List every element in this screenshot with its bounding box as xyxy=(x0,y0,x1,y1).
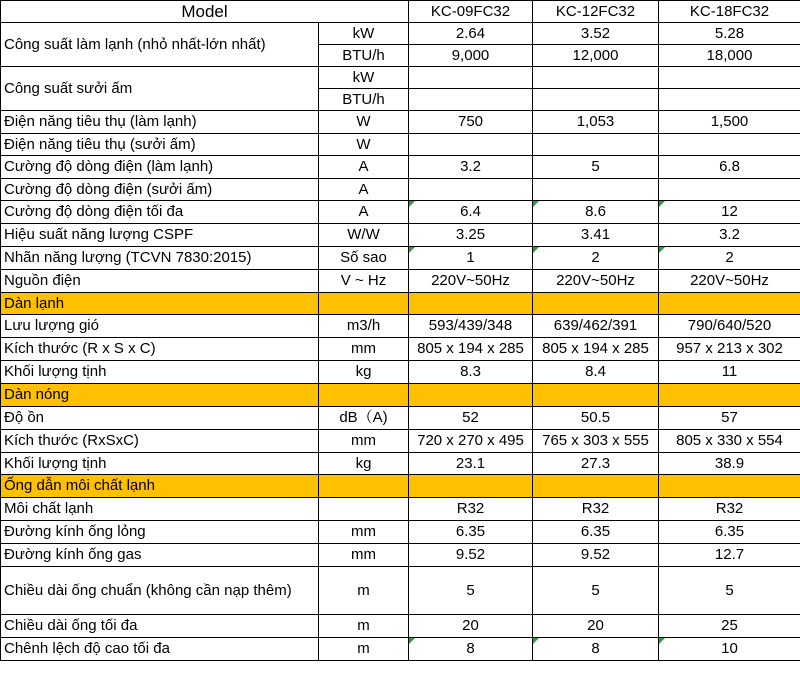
value-cell: 220V~50Hz xyxy=(659,270,800,293)
unit-cell: kg xyxy=(319,453,409,475)
value-cell: 6.35 xyxy=(409,521,533,544)
table-row xyxy=(1,638,800,661)
value-cell: 8 xyxy=(409,638,533,661)
value-cell xyxy=(533,89,659,111)
value-cell xyxy=(659,134,800,156)
value-cell: 220V~50Hz xyxy=(409,270,533,293)
table-row xyxy=(1,615,800,638)
model-1: KC-09FC32 xyxy=(409,1,533,23)
value-cell: 750 xyxy=(409,111,533,134)
table-row xyxy=(1,521,800,544)
model-label: Model xyxy=(1,1,409,23)
row-name: Hiệu suất năng lượng CSPF xyxy=(1,224,319,247)
value-cell: 6.35 xyxy=(659,521,800,544)
table-row xyxy=(1,270,800,293)
model-2: KC-12FC32 xyxy=(533,1,659,23)
section-row-indoor xyxy=(1,293,800,315)
unit-cell: dB（A) xyxy=(319,407,409,430)
unit-cell: W/W xyxy=(319,224,409,247)
value-cell: 9.52 xyxy=(533,544,659,567)
value-cell: 805 x 194 x 285 xyxy=(409,338,533,361)
value-cell: 639/462/391 xyxy=(533,315,659,338)
value-cell: 2.64 xyxy=(409,23,533,45)
table-row xyxy=(1,111,800,134)
unit-cell: BTU/h xyxy=(319,89,409,111)
row-name: Điện năng tiêu thụ (làm lạnh) xyxy=(1,111,319,134)
unit-cell: mm xyxy=(319,544,409,567)
value-cell: 12.7 xyxy=(659,544,800,567)
row-name: Khối lượng tịnh xyxy=(1,361,319,384)
value-cell: 10 xyxy=(659,638,800,661)
table-row xyxy=(1,156,800,179)
row-name: Cường độ dòng điện (làm lạnh) xyxy=(1,156,319,179)
value-cell: 57 xyxy=(659,407,800,430)
row-name: Kích thước (RxSxC) xyxy=(1,430,319,453)
unit-cell: kW xyxy=(319,67,409,89)
table-row xyxy=(1,407,800,430)
unit-cell: m xyxy=(319,638,409,661)
section-title: Dàn nóng xyxy=(1,384,319,407)
value-cell: 3.2 xyxy=(659,224,800,247)
value-cell: 8.6 xyxy=(533,201,659,224)
value-cell: 11 xyxy=(659,361,800,384)
value-cell: 1,500 xyxy=(659,111,800,134)
value-cell: 20 xyxy=(409,615,533,638)
value-cell xyxy=(533,134,659,156)
value-cell: 25 xyxy=(659,615,800,638)
unit-cell: A xyxy=(319,179,409,201)
row-name: Cường độ dòng điện tối đa xyxy=(1,201,319,224)
value-cell: 8.4 xyxy=(533,361,659,384)
value-cell xyxy=(409,179,533,201)
unit-cell: Số sao xyxy=(319,247,409,270)
value-cell: 1,053 xyxy=(533,111,659,134)
row-name: Cường độ dòng điện (sưởi ấm) xyxy=(1,179,319,201)
row-name: Môi chất lạnh xyxy=(1,498,319,521)
section-row-piping xyxy=(1,475,800,498)
value-cell: 6.35 xyxy=(533,521,659,544)
value-cell: 1 xyxy=(409,247,533,270)
value-cell: 805 x 194 x 285 xyxy=(533,338,659,361)
row-name-heating-capacity: Công suất sưởi ấm xyxy=(1,67,319,111)
value-cell: 12 xyxy=(659,201,800,224)
value-cell xyxy=(659,67,800,89)
table-row xyxy=(1,134,800,156)
row-name: Khối lượng tịnh xyxy=(1,453,319,475)
value-cell: 6.8 xyxy=(659,156,800,179)
value-cell: 790/640/520 xyxy=(659,315,800,338)
value-cell: 12,000 xyxy=(533,45,659,67)
table-row xyxy=(1,23,800,45)
value-cell: R32 xyxy=(409,498,533,521)
value-cell: 593/439/348 xyxy=(409,315,533,338)
value-cell: 2 xyxy=(533,247,659,270)
unit-cell: BTU/h xyxy=(319,45,409,67)
unit-cell: W xyxy=(319,134,409,156)
section-title: Ống dẫn môi chất lạnh xyxy=(1,475,319,498)
header-row xyxy=(1,1,800,23)
value-cell: 765 x 303 x 555 xyxy=(533,430,659,453)
table-row xyxy=(1,201,800,224)
table-row xyxy=(1,338,800,361)
value-cell: 5 xyxy=(409,567,533,615)
value-cell: 38.9 xyxy=(659,453,800,475)
section-row-outdoor xyxy=(1,384,800,407)
row-name: Chiều dài ống tối đa xyxy=(1,615,319,638)
table-row xyxy=(1,567,800,615)
value-cell: 3.52 xyxy=(533,23,659,45)
value-cell: R32 xyxy=(659,498,800,521)
row-name: Chiều dài ống chuẩn (không cần nạp thêm) xyxy=(1,567,319,615)
table-row xyxy=(1,179,800,201)
value-cell: 9,000 xyxy=(409,45,533,67)
value-cell: 18,000 xyxy=(659,45,800,67)
model-3: KC-18FC32 xyxy=(659,1,800,23)
value-cell xyxy=(409,89,533,111)
unit-cell: mm xyxy=(319,338,409,361)
row-name: Nguồn điện xyxy=(1,270,319,293)
value-cell: 9.52 xyxy=(409,544,533,567)
value-cell: 2 xyxy=(659,247,800,270)
value-cell xyxy=(533,179,659,201)
table-row xyxy=(1,498,800,521)
unit-cell: mm xyxy=(319,430,409,453)
value-cell: 27.3 xyxy=(533,453,659,475)
row-name: Chênh lệch độ cao tối đa xyxy=(1,638,319,661)
table-row xyxy=(1,247,800,270)
value-cell xyxy=(409,67,533,89)
value-cell: 805 x 330 x 554 xyxy=(659,430,800,453)
unit-cell xyxy=(319,498,409,521)
unit-cell: A xyxy=(319,201,409,224)
section-title: Dàn lạnh xyxy=(1,293,319,315)
value-cell xyxy=(409,134,533,156)
value-cell: 720 x 270 x 495 xyxy=(409,430,533,453)
table-row xyxy=(1,315,800,338)
table-row xyxy=(1,224,800,247)
table-row xyxy=(1,430,800,453)
unit-cell: kg xyxy=(319,361,409,384)
row-name: Lưu lượng gió xyxy=(1,315,319,338)
value-cell: 3.41 xyxy=(533,224,659,247)
value-cell: 6.4 xyxy=(409,201,533,224)
value-cell: 5.28 xyxy=(659,23,800,45)
row-name: Đường kính ống gas xyxy=(1,544,319,567)
unit-cell: mm xyxy=(319,521,409,544)
table-row xyxy=(1,453,800,475)
value-cell: 220V~50Hz xyxy=(533,270,659,293)
value-cell: 8 xyxy=(533,638,659,661)
value-cell: 3.25 xyxy=(409,224,533,247)
value-cell: 3.2 xyxy=(409,156,533,179)
value-cell: 5 xyxy=(533,156,659,179)
value-cell: R32 xyxy=(533,498,659,521)
value-cell: 8.3 xyxy=(409,361,533,384)
row-name: Điện năng tiêu thụ (sưởi ấm) xyxy=(1,134,319,156)
row-name: Đường kính ống lỏng xyxy=(1,521,319,544)
value-cell: 5 xyxy=(533,567,659,615)
value-cell: 20 xyxy=(533,615,659,638)
unit-cell: m xyxy=(319,615,409,638)
unit-cell: m xyxy=(319,567,409,615)
unit-cell: V ~ Hz xyxy=(319,270,409,293)
table-row xyxy=(1,544,800,567)
row-name: Kích thước (R x S x C) xyxy=(1,338,319,361)
value-cell: 50.5 xyxy=(533,407,659,430)
row-name-cooling-capacity: Công suất làm lạnh (nhỏ nhất-lớn nhất) xyxy=(1,23,319,67)
value-cell: 52 xyxy=(409,407,533,430)
value-cell: 23.1 xyxy=(409,453,533,475)
value-cell xyxy=(533,67,659,89)
unit-cell: m3/h xyxy=(319,315,409,338)
unit-cell: kW xyxy=(319,23,409,45)
unit-cell: A xyxy=(319,156,409,179)
table-row xyxy=(1,67,800,89)
row-name: Nhãn năng lượng (TCVN 7830:2015) xyxy=(1,247,319,270)
value-cell xyxy=(659,179,800,201)
value-cell xyxy=(659,89,800,111)
table-row xyxy=(1,361,800,384)
value-cell: 957 x 213 x 302 xyxy=(659,338,800,361)
value-cell: 5 xyxy=(659,567,800,615)
row-name: Độ ồn xyxy=(1,407,319,430)
unit-cell: W xyxy=(319,111,409,134)
